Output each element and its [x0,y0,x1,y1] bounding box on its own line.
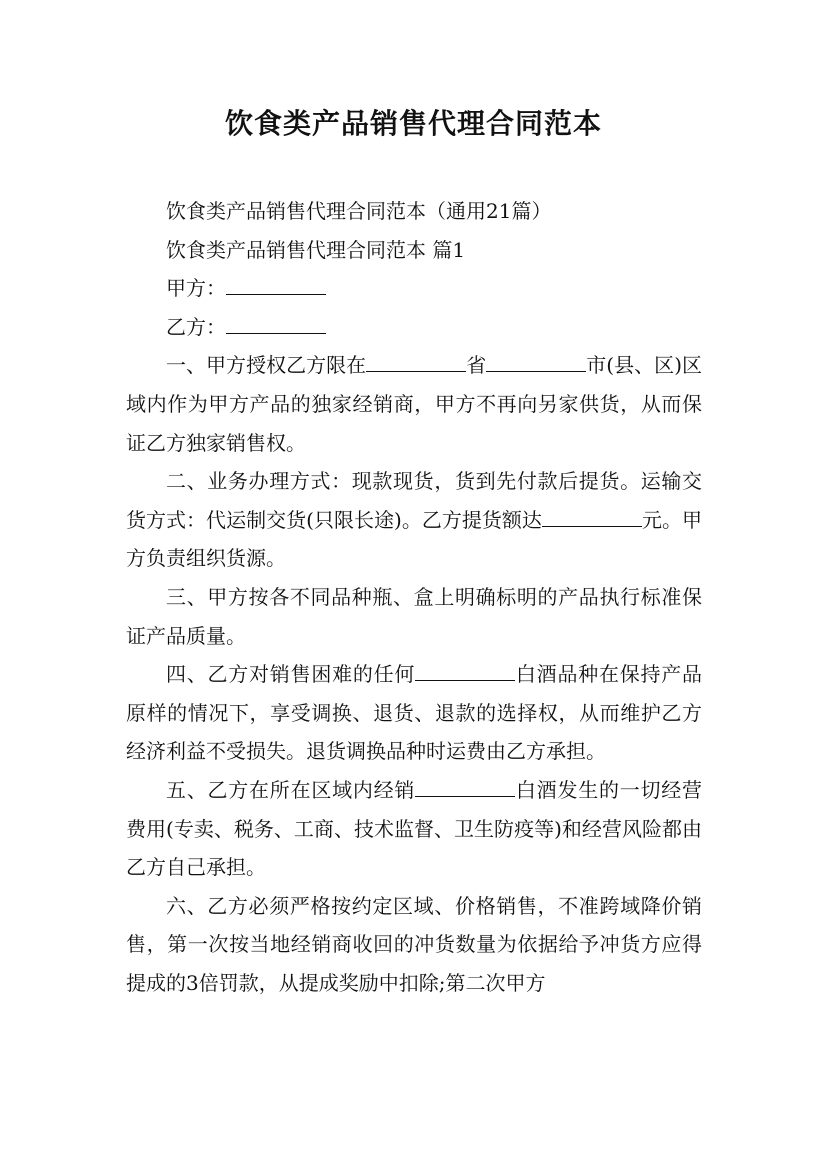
paragraph-text: 三、甲方按各不同品种瓶、盒上明确标明的产品执行标准保证产品质量。 [126,584,702,648]
paragraph [126,346,702,462]
fill-in-blank[interactable] [415,662,515,681]
fill-in-blank[interactable] [226,315,326,334]
paragraph [126,192,702,231]
paragraph [126,887,702,1003]
document-title: 饮食类产品销售代理合同范本 [224,107,602,140]
paragraph-text: 饮食类产品销售代理合同范本 篇1 [166,237,466,262]
paragraph [126,231,702,270]
paragraph-text: 省 [466,353,487,378]
paragraph-text: 五、乙方在所在区域内经销 [166,777,416,802]
fill-in-blank[interactable] [542,508,642,527]
paragraph [126,578,702,655]
paragraph-text: 甲方： [166,276,226,301]
fill-in-blank[interactable] [415,778,515,797]
paragraph-text: 白酒品种在保持产品原样的情况下，享受调换、退货、退款的选择权，从而维护乙方经济利益不受损失。退货调换品种时运费由乙方承担。 [126,662,703,764]
document-body [126,192,702,1002]
paragraph-text: 四、乙方对销售困难的任何 [166,662,416,687]
paragraph-text: 白酒发生的一切经营费用(专卖、税务、工商、技术监督、卫生防疫等)和经营风险都由乙方自己承担。 [126,777,703,880]
paragraph-text: 二、业务办理方式：现款现货，货到先付款后提货。运输交货方式：代运制交货(只限长途)。乙方提货额达 [126,469,702,532]
paragraph-text: 乙方： [166,314,226,339]
fill-in-blank[interactable] [486,353,586,372]
fill-in-blank[interactable] [366,353,466,372]
paragraph [126,308,702,347]
paragraph-text: 元。甲方负责组织货源。 [126,507,702,571]
paragraph-text: 一、甲方授权乙方限在 [166,353,367,378]
paragraph-text: 六、乙方必须严格按约定区域、价格销售，不准跨域降价销售，第一次按当地经销商收回的冲货数量为依据给予冲货方应得提成的3倍罚款，从提成奖励中扣除;第二次甲方 [126,893,702,995]
paragraph-text: 饮食类产品销售代理合同范本（通用21篇） [166,199,552,223]
paragraph [126,462,702,578]
paragraph [126,269,702,308]
fill-in-blank[interactable] [226,276,326,295]
paragraph-text: 市(县、区)区域内作为甲方产品的独家经销商，甲方不再向另家供货，从而保证乙方独家销售权。 [126,353,703,455]
paragraph [126,771,702,887]
paragraph [126,655,702,771]
